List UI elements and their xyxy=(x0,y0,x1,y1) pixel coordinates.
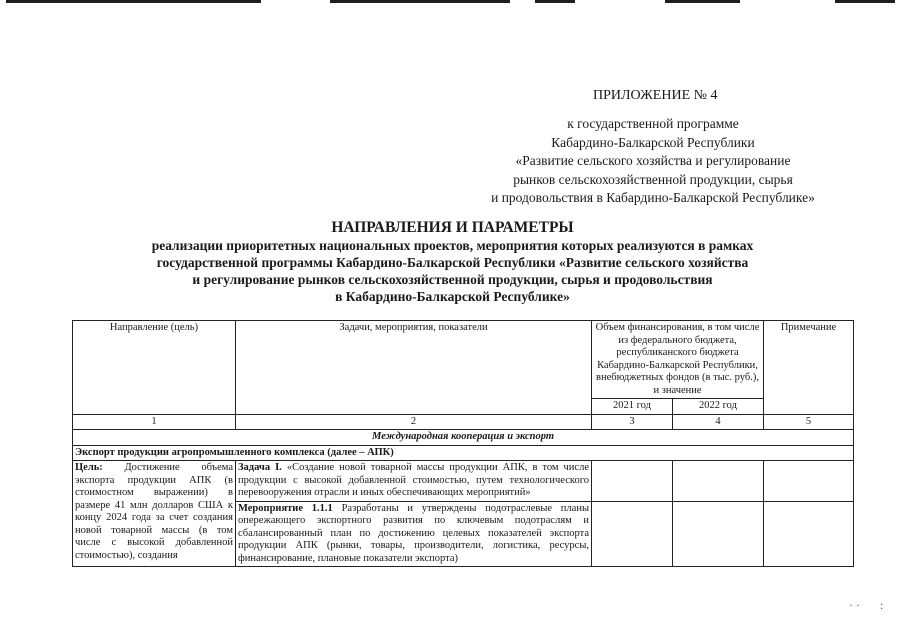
reference-line: и продовольствия в Кабардино-Балкарской Республике» xyxy=(491,190,815,205)
annex-title: ПРИЛОЖЕНИЕ № 4 xyxy=(593,88,718,103)
column-number: 1 xyxy=(73,414,236,430)
document-title: НАПРАВЛЕНИЯ И ПАРАМЕТРЫ xyxy=(331,219,574,236)
reference-line: рынков сельскохозяйственной продукции, сырья xyxy=(513,171,793,187)
goal-label: Цель: xyxy=(75,462,103,473)
task-text: «Создание новой товарной массы продукции АПК, в том числе продукции с высокой добавленной стоимостью, путем технологического перевооружения отрасли и иных обеспечивающих мероприятий» xyxy=(238,462,589,498)
funding-2022-cell xyxy=(673,461,764,502)
goal-cell xyxy=(73,461,236,567)
program-reference xyxy=(463,115,843,208)
column-number: 4 xyxy=(673,414,764,430)
column-number: 2 xyxy=(236,414,592,430)
scan-edge-line xyxy=(6,0,261,3)
header-note: Примечание xyxy=(764,321,854,415)
scan-edge-line xyxy=(535,0,575,3)
header-tasks: Задачи, мероприятия, показатели xyxy=(236,321,592,415)
header-row xyxy=(73,321,854,399)
measure-label: Мероприятие 1.1.1 xyxy=(238,502,333,514)
scan-mark: : xyxy=(880,598,884,612)
scan-edge-line xyxy=(330,0,510,3)
header-funding: Объем финансирования, в том числе из федерального бюджета, республиканского бюджета Кабардино-Балкарской Республики, внебюджетных фондов (в тыс. руб.), и значение xyxy=(592,321,764,399)
scan-edge-line xyxy=(665,0,740,3)
scan-mark: · · xyxy=(849,598,860,612)
funding-2021-cell xyxy=(592,461,673,502)
note-cell xyxy=(764,501,854,567)
reference-line: «Развитие сельского хозяйства и регулирование xyxy=(515,153,791,168)
measure-cell xyxy=(236,501,592,567)
header-direction: Направление (цель) xyxy=(73,321,236,415)
subtitle-line: реализации приоритетных национальных проектов, мероприятия которых реализуются в рамках xyxy=(151,238,754,253)
task-cell xyxy=(236,461,592,502)
subsection-row xyxy=(73,445,854,461)
subtitle-line: в Кабардино-Балкарской Республике» xyxy=(335,289,570,304)
section-row xyxy=(73,430,854,446)
subtitle-line: и регулирование рынков сельскохозяйственной продукции, сырья и продовольствия xyxy=(192,272,713,287)
subsection-title: Экспорт продукции агропромышленного комплекса (далее – АПК) xyxy=(73,445,854,461)
scan-edge-line xyxy=(835,0,895,3)
task-label: Задача I. xyxy=(238,462,282,473)
funding-2021-cell xyxy=(592,501,673,567)
measure-text: Разработаны и утверждены подотраслевые планы опережающего экспортного развития по ключевым подотраслям и сбалансированный план по достижению целевых показателей экспорта продукции АПК (рынки, товары, производители, логистика, ресурсы, финансирование, плановые показатели экспорта) xyxy=(238,502,590,564)
funding-2022-cell xyxy=(673,501,764,567)
header-year-2021: 2021 год xyxy=(592,399,673,415)
document-subtitle xyxy=(60,237,845,305)
section-title: Международная кооперация и экспорт xyxy=(73,430,854,446)
column-number: 3 xyxy=(592,414,673,430)
column-number: 5 xyxy=(764,414,854,430)
reference-line: к государственной программе xyxy=(567,116,739,131)
task-row xyxy=(73,461,854,502)
header-year-2022: 2022 год xyxy=(673,399,764,415)
subtitle-line: государственной программы Кабардино-Балкарской Республики «Развитие сельского хозяйства xyxy=(156,255,749,270)
column-numbers-row xyxy=(73,414,854,430)
reference-line: Кабардино-Балкарской Республики xyxy=(551,134,755,150)
note-cell xyxy=(764,461,854,502)
goal-text: Достижение объема экспорта продукции АПК (в стоимостном выражении) в размере 41 млн долларов США к концу 2024 года за счет создания новой товарной массы (в том числе с высокой добавленной стоимостью), создания xyxy=(75,462,233,561)
parameters-table xyxy=(72,320,854,567)
